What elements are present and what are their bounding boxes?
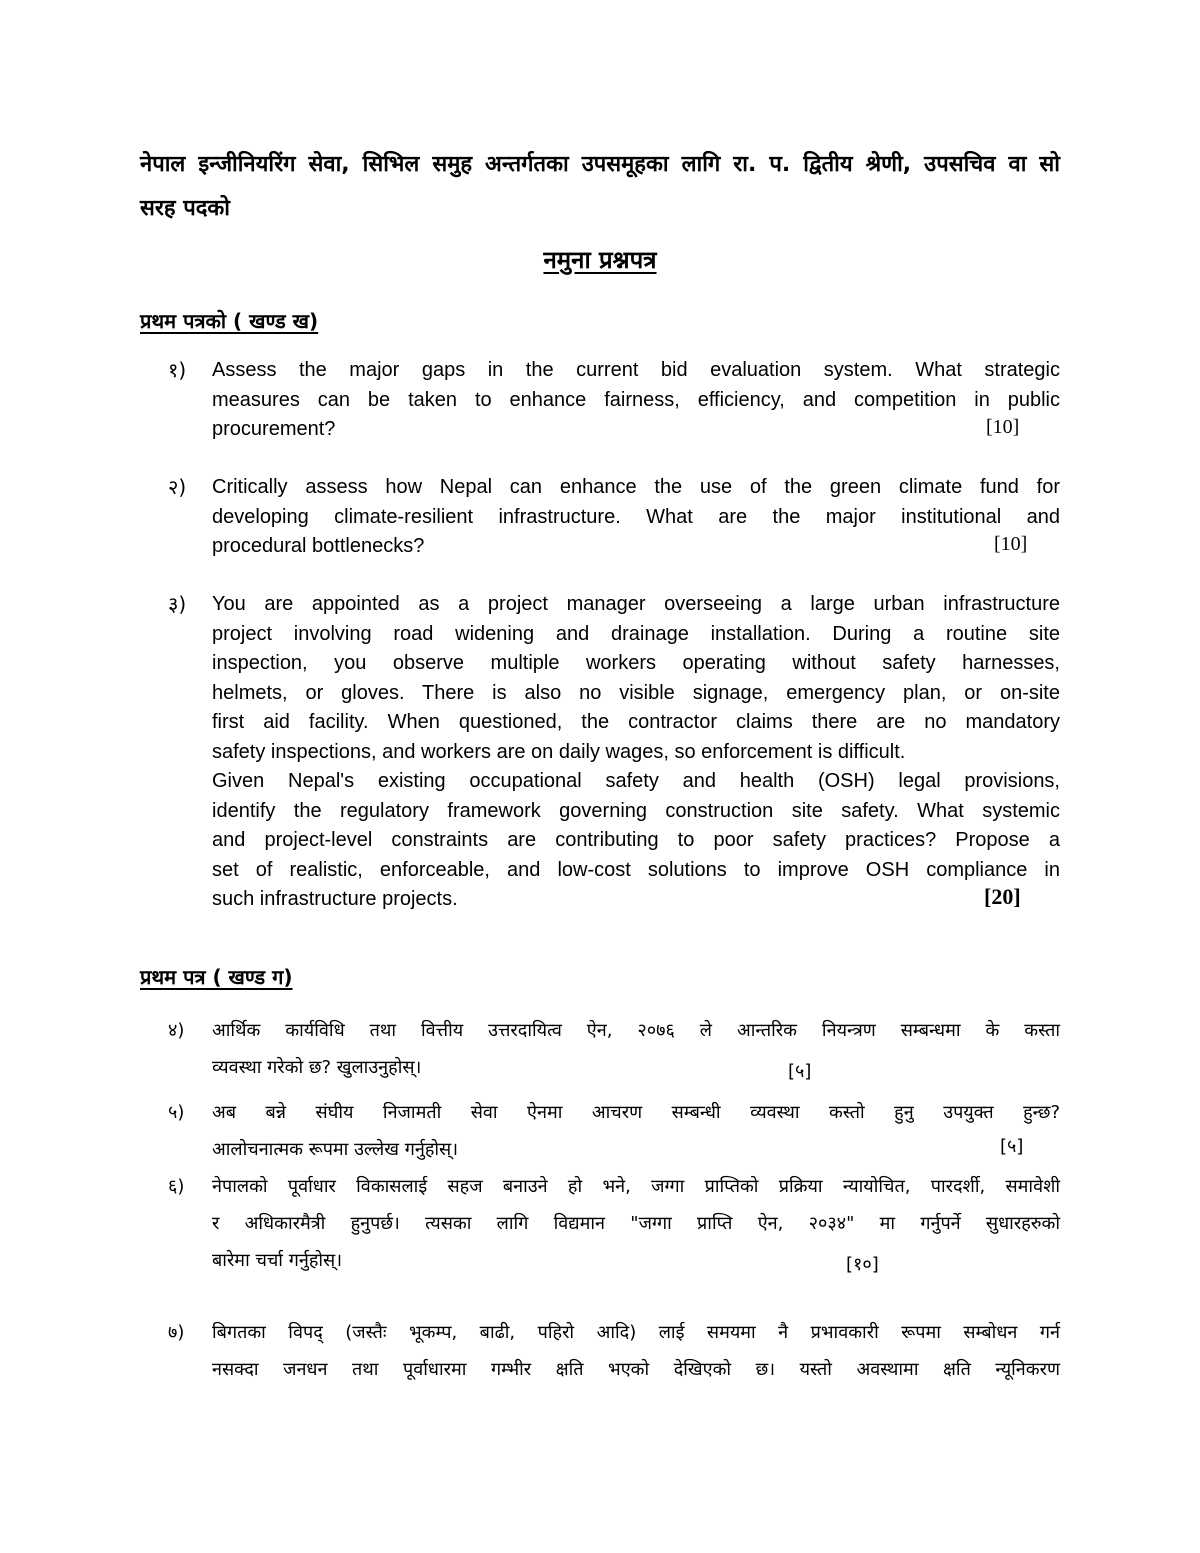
heading-line-2: सरह पदको: [140, 196, 230, 221]
question-number: २): [168, 475, 187, 499]
question-6-marks: [१०]: [846, 1254, 879, 1275]
question-number: ५): [168, 1102, 185, 1123]
question-3: [168, 590, 1060, 915]
question-6: [168, 1168, 1060, 1279]
question-1-marks: [10]: [986, 416, 1020, 438]
question-number: ४): [168, 1020, 185, 1041]
question-2-marks: [10]: [994, 533, 1028, 555]
question-text: Assess the major gaps in the current bid evaluation system. What strategic measures can be taken to enhance fairness, efficiency, and competition in public procurement?: [212, 359, 1060, 440]
question-number: १): [168, 358, 187, 382]
question-3-marks: [20]: [984, 884, 1021, 909]
question-5-marks: [५]: [1000, 1136, 1024, 1157]
question-1: [168, 356, 1060, 445]
question-4-marks: [५]: [788, 1061, 812, 1082]
section-b-heading: प्रथम पत्रको ( खण्ड ख): [140, 309, 319, 333]
question-text: अब बन्ने संघीय निजामती सेवा ऐनमा आचरण सम्बन्धी व्यवस्था कस्तो हुनु उपयुक्त हुन्छ? आलोचनात्मक रूपमा उल्लेख गर्नुहोस्।: [212, 1102, 1060, 1160]
question-text: बिगतका विपद् (जस्तैः भूकम्प, बाढी, पहिरो आदि) लाई समयमा नै प्रभावकारी रूपमा सम्बोधन गर्न नसक्दा जनधन तथा पूर्वाधारमा गम्भीर क्षति भएको देखिएको छ। यस्तो अवस्थामा क्षति न्यूनिकरण: [212, 1322, 1060, 1380]
section-c-heading: प्रथम पत्र ( खण्ड ग): [140, 965, 293, 989]
question-text: You are appointed as a project manager overseeing a large urban infrastructure project involving road widening and drainage installation. During a routine site inspection, you observe multiple workers operating without safety harnesses, helmets, or gloves. There is also no visible signage, emergency plan, or on-site first aid facility. When questioned, the contractor claims there are no mandatory safety inspections, and workers are on daily wages, so enforcement is difficult. Given Nepal's existing occupational safety and health (OSH) legal provisions, identify the regulatory framework governing construction site safety. What systemic and project-level constraints are contributing to poor safety practices? Propose a set of realistic, enforceable, and low-cost solutions to improve OSH compliance in such infrastructure projects.: [212, 593, 1060, 910]
question-text: आर्थिक कार्यविधि तथा वित्तीय उत्तरदायित्व ऐन, २०७६ ले आन्तरिक नियन्त्रण सम्बन्धमा के कस्ता व्यवस्था गरेको छ? खुलाउनुहोस्।: [212, 1020, 1060, 1078]
heading-line-1: नेपाल इन्जीनियरिंग सेवा, सिभिल समुह अन्तर्गतका उपसमूहका लागि रा. प. द्वितीय श्रेणी, उपसचिव वा सो: [140, 152, 1060, 177]
document-heading: [140, 143, 1060, 231]
question-4: [168, 1012, 1060, 1086]
question-number: ६): [168, 1176, 185, 1197]
question-number: ३): [168, 592, 187, 616]
question-2: [168, 473, 1060, 562]
question-number: ७): [168, 1322, 185, 1343]
question-7: [168, 1314, 1060, 1388]
question-text: Critically assess how Nepal can enhance the use of the green climate fund for developing climate-resilient infrastructure. What are the major institutional and procedural bottlenecks?: [212, 476, 1060, 557]
question-text: नेपालको पूर्वाधार विकासलाई सहज बनाउने हो भने, जग्गा प्राप्तिको प्रक्रिया न्यायोचित, पारदर्शी, समावेशी र अधिकारमैत्री हुनुपर्छ। त्यसका लागि विद्यमान "जग्गा प्राप्ति ऐन, २०३४" मा गर्नुपर्ने सुधारहरुको बारेमा चर्चा गर्नुहोस्।: [212, 1176, 1060, 1271]
page-title: नमुना प्रश्नपत्र: [543, 246, 657, 274]
question-5: [168, 1094, 1060, 1168]
